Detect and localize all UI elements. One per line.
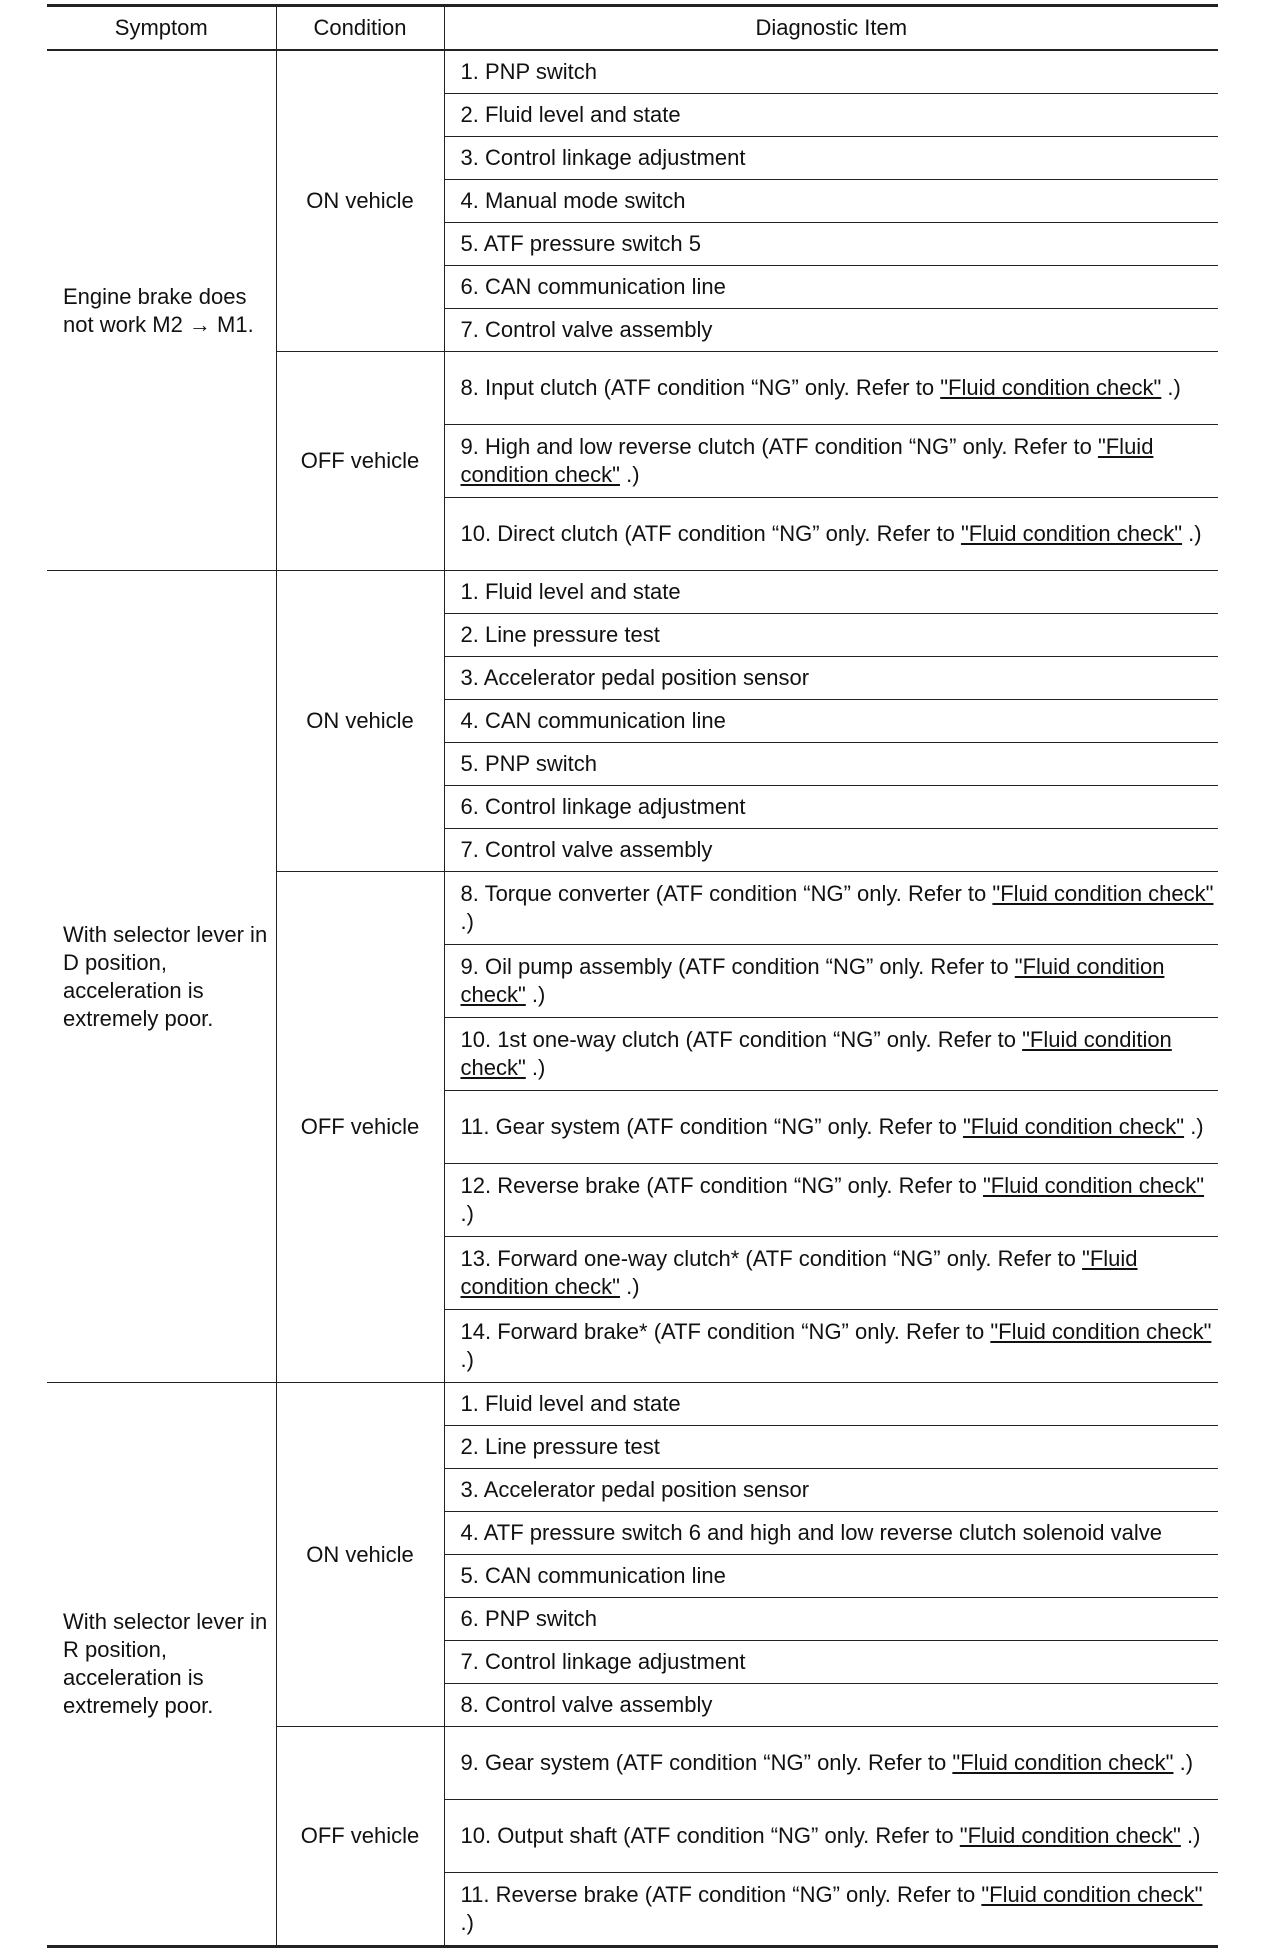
diagnostic-item bbox=[444, 1684, 1218, 1727]
diagnostic-item-text: 1. Fluid level and state bbox=[460, 1391, 681, 1416]
fluid-condition-check-link[interactable]: "Fluid condition check" bbox=[992, 881, 1214, 906]
diagnostic-item bbox=[444, 1237, 1218, 1310]
diagnostic-item-text: 7. Control valve assembly bbox=[460, 837, 713, 862]
diagnostic-item-suffix: .) bbox=[525, 1055, 546, 1080]
condition-off-vehicle: OFF vehicle bbox=[276, 352, 444, 571]
diagnostic-item-text: 5. CAN communication line bbox=[460, 1563, 726, 1588]
diagnostic-item bbox=[444, 425, 1218, 498]
fluid-condition-check-link[interactable]: "Fluid condition check" bbox=[940, 375, 1162, 400]
diagnostic-item bbox=[444, 786, 1218, 829]
diagnostic-item-text: 4. ATF pressure switch 6 and high and low reverse clutch solenoid valve bbox=[460, 1520, 1163, 1545]
diagnostic-item-text: 9. High and low reverse clutch (ATF condition “NG” only. Refer to bbox=[460, 434, 1098, 459]
condition-off-vehicle: OFF vehicle bbox=[276, 1727, 444, 1947]
diagnostic-item-text: 9. Gear system (ATF condition “NG” only. Refer to bbox=[460, 1750, 953, 1775]
diagnostic-item bbox=[444, 498, 1218, 571]
diagnostic-item bbox=[444, 829, 1218, 872]
diagnostic-item bbox=[444, 223, 1218, 266]
diagnostic-item-text: 10. 1st one-way clutch (ATF condition “NG” only. Refer to bbox=[460, 1027, 1023, 1052]
diagnostic-item-text: 14. Forward brake* (ATF condition “NG” only. Refer to bbox=[460, 1319, 991, 1344]
diagnostic-item bbox=[444, 1598, 1218, 1641]
diagnostic-item bbox=[444, 1512, 1218, 1555]
symptom-cell: With selector lever in R position, acceleration is extremely poor. bbox=[47, 1383, 276, 1947]
diagnostic-item-text: 6. Control linkage adjustment bbox=[460, 794, 746, 819]
diagnostic-item bbox=[444, 1873, 1218, 1947]
diagnostic-item-suffix: .) bbox=[1180, 1823, 1201, 1848]
table-row bbox=[47, 1383, 1218, 1426]
diagnostic-item-text: 12. Reverse brake (ATF condition “NG” only. Refer to bbox=[460, 1173, 983, 1198]
fluid-condition-check-link[interactable]: "Fluid condition check" bbox=[460, 434, 1154, 487]
diagnostic-item-text: 6. CAN communication line bbox=[460, 274, 726, 299]
symptom-cell: Engine brake does not work M2 → M1. bbox=[47, 50, 276, 571]
diagnostic-item-text: 2. Fluid level and state bbox=[460, 102, 681, 127]
diagnostic-item-text: 11. Gear system (ATF condition “NG” only. Refer to bbox=[460, 1114, 963, 1139]
diagnostic-item bbox=[444, 50, 1218, 94]
diagnostic-table-sheet bbox=[47, 4, 1218, 1948]
diagnostic-item bbox=[444, 94, 1218, 137]
diagnostic-item-text: 8. Input clutch (ATF condition “NG” only. Refer to bbox=[460, 375, 941, 400]
fluid-condition-check-link[interactable]: "Fluid condition check" bbox=[460, 1246, 1138, 1299]
diagnostic-item bbox=[444, 1164, 1218, 1237]
diagnostic-item-suffix: .) bbox=[525, 982, 546, 1007]
diagnostic-item-suffix: .) bbox=[1184, 1114, 1204, 1139]
diagnostic-item-text: 1. PNP switch bbox=[460, 59, 598, 84]
table-body bbox=[47, 50, 1218, 1947]
header-diagnostic-item: Diagnostic Item bbox=[444, 6, 1218, 51]
condition-on-vehicle: ON vehicle bbox=[276, 571, 444, 872]
diagnostic-item-text: 9. Oil pump assembly (ATF condition “NG” only. Refer to bbox=[460, 954, 1015, 979]
diagnostic-item-text: 3. Control linkage adjustment bbox=[460, 145, 746, 170]
diagnostic-item-text: 5. PNP switch bbox=[460, 751, 598, 776]
diagnostic-item bbox=[444, 180, 1218, 223]
diagnostic-item bbox=[444, 1310, 1218, 1383]
diagnostic-item bbox=[444, 945, 1218, 1018]
diagnostic-item-text: 8. Control valve assembly bbox=[460, 1692, 713, 1717]
diagnostic-item-text: 8. Torque converter (ATF condition “NG” only. Refer to bbox=[460, 881, 993, 906]
fluid-condition-check-link[interactable]: "Fluid condition check" bbox=[460, 954, 1165, 1007]
diagnostic-item bbox=[444, 571, 1218, 614]
diagnostic-item bbox=[444, 872, 1218, 945]
diagnostic-item-text: 7. Control valve assembly bbox=[460, 317, 713, 342]
diagnostic-item-suffix: .) bbox=[460, 1347, 474, 1372]
diagnostic-item-text: 1. Fluid level and state bbox=[460, 579, 681, 604]
diagnostic-item bbox=[444, 1383, 1218, 1426]
fluid-condition-check-link[interactable]: "Fluid condition check" bbox=[990, 1319, 1212, 1344]
diagnostic-item bbox=[444, 309, 1218, 352]
diagnostic-item bbox=[444, 1018, 1218, 1091]
diagnostic-item-suffix: .) bbox=[1173, 1750, 1194, 1775]
diagnostic-item bbox=[444, 1641, 1218, 1684]
header-row bbox=[47, 6, 1218, 51]
condition-on-vehicle: ON vehicle bbox=[276, 1383, 444, 1727]
diagnostic-item-text: 4. Manual mode switch bbox=[460, 188, 686, 213]
diagnostic-item bbox=[444, 137, 1218, 180]
table-row bbox=[47, 571, 1218, 614]
diagnostic-item bbox=[444, 614, 1218, 657]
diagnostic-item-text: 2. Line pressure test bbox=[460, 622, 660, 647]
diagnostic-item-suffix: .) bbox=[460, 1910, 474, 1935]
diagnostic-item-suffix: .) bbox=[460, 909, 474, 934]
diagnostic-item bbox=[444, 1727, 1218, 1800]
symptom-cell: With selector lever in D position, acceleration is extremely poor. bbox=[47, 571, 276, 1383]
diagnostic-item-text: 6. PNP switch bbox=[460, 1606, 598, 1631]
header-symptom: Symptom bbox=[47, 6, 276, 51]
fluid-condition-check-link[interactable]: "Fluid condition check" bbox=[963, 1114, 1185, 1139]
diagnostic-item-text: 13. Forward one-way clutch* (ATF condition “NG” only. Refer to bbox=[460, 1246, 1083, 1271]
diagnostic-item bbox=[444, 266, 1218, 309]
diagnostic-item bbox=[444, 1555, 1218, 1598]
diagnostic-item-text: 7. Control linkage adjustment bbox=[460, 1649, 746, 1674]
diagnostic-item-text: 11. Reverse brake (ATF condition “NG” only. Refer to bbox=[460, 1882, 982, 1907]
diagnostic-item-suffix: .) bbox=[1161, 375, 1181, 400]
diagnostic-item-suffix: .) bbox=[619, 462, 640, 487]
diagnostic-item-text: 4. CAN communication line bbox=[460, 708, 726, 733]
diagnostic-item bbox=[444, 1091, 1218, 1164]
condition-on-vehicle: ON vehicle bbox=[276, 50, 444, 352]
diagnostic-item bbox=[444, 352, 1218, 425]
diagnostic-item-suffix: .) bbox=[460, 1201, 474, 1226]
diagnostic-item bbox=[444, 743, 1218, 786]
diagnostic-item-suffix: .) bbox=[1182, 521, 1202, 546]
diagnostic-item-text: 10. Direct clutch (ATF condition “NG” only. Refer to bbox=[460, 521, 961, 546]
fluid-condition-check-link[interactable]: "Fluid condition check" bbox=[959, 1823, 1181, 1848]
fluid-condition-check-link[interactable]: "Fluid condition check" bbox=[981, 1882, 1203, 1907]
diagnostic-item-text: 2. Line pressure test bbox=[460, 1434, 660, 1459]
diagnostic-table bbox=[47, 4, 1218, 1948]
diagnostic-item-text: 3. Accelerator pedal position sensor bbox=[460, 665, 810, 690]
fluid-condition-check-link[interactable]: "Fluid condition check" bbox=[960, 521, 1183, 546]
diagnostic-item bbox=[444, 657, 1218, 700]
header-condition: Condition bbox=[276, 6, 444, 51]
fluid-condition-check-link[interactable]: "Fluid condition check" bbox=[952, 1750, 1174, 1775]
diagnostic-item-text: 3. Accelerator pedal position sensor bbox=[460, 1477, 810, 1502]
diagnostic-item-suffix: .) bbox=[619, 1274, 640, 1299]
diagnostic-item-text: 5. ATF pressure switch 5 bbox=[460, 231, 701, 256]
diagnostic-item bbox=[444, 1426, 1218, 1469]
fluid-condition-check-link[interactable]: "Fluid condition check" bbox=[460, 1027, 1172, 1080]
fluid-condition-check-link[interactable]: "Fluid condition check" bbox=[983, 1173, 1205, 1198]
condition-off-vehicle: OFF vehicle bbox=[276, 872, 444, 1383]
diagnostic-item bbox=[444, 1469, 1218, 1512]
diagnostic-item-text: 10. Output shaft (ATF condition “NG” only. Refer to bbox=[460, 1823, 960, 1848]
diagnostic-item bbox=[444, 1800, 1218, 1873]
table-row bbox=[47, 50, 1218, 94]
diagnostic-item bbox=[444, 700, 1218, 743]
